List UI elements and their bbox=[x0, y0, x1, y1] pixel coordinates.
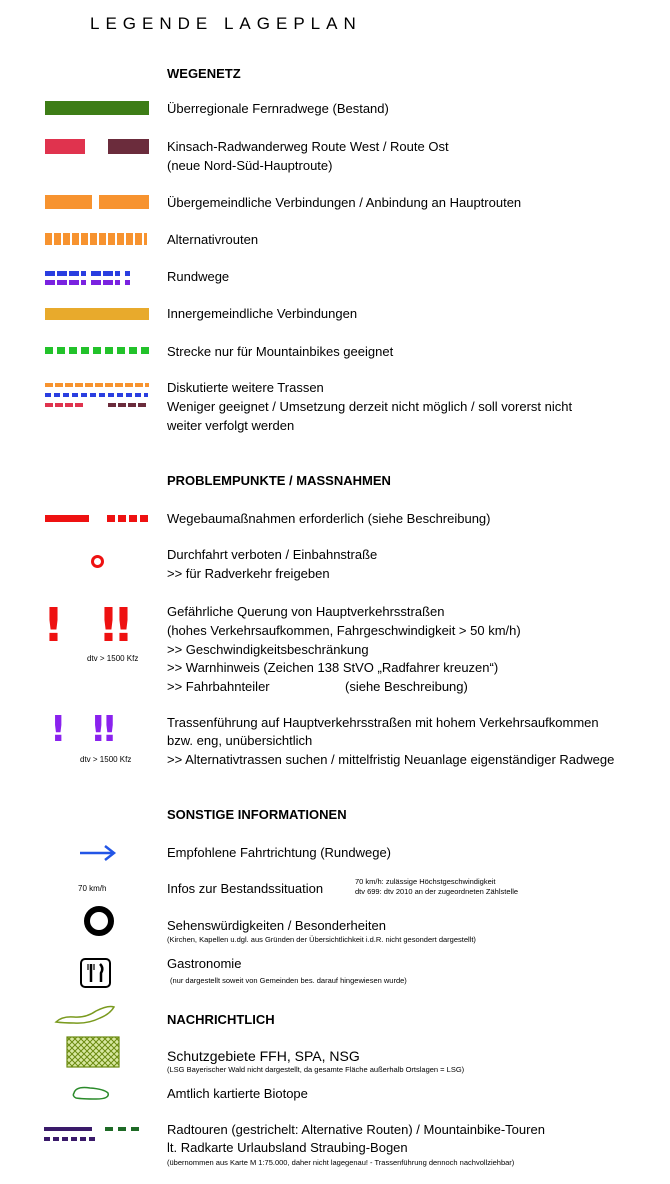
label-trasse-line1: Trassenführung auf Hauptverkehrsstraßen mit hohem Verkehrsaufkommen bbox=[167, 715, 599, 730]
label-trasse-line2: bzw. eng, unübersichtlich bbox=[167, 733, 313, 748]
label-alternativrouten: Alternativrouten bbox=[167, 232, 259, 247]
schutz-note: (LSG Bayerischer Wald nicht dargestellt, da gesamte Fläche außerhalb Ortslagen = LSG) bbox=[167, 1065, 465, 1074]
symbol-rundwege-row1 bbox=[45, 271, 132, 276]
page-title: LEGENDE LAGEPLAN bbox=[90, 14, 362, 33]
label-trasse-line3: >> Alternativtrassen suchen / mittelfristig Neuanlage eigenständiger Radwege bbox=[167, 752, 615, 767]
warning-exclamation-purple-icon: ! bbox=[50, 709, 67, 750]
symbol-mountainbike bbox=[45, 347, 151, 354]
label-infos: Infos zur Bestandssituation bbox=[167, 881, 324, 896]
label-innergemeindlich: Innergemeindliche Verbindungen bbox=[167, 306, 358, 321]
label-durchfahrt-line2: >> für Radverkehr freigeben bbox=[167, 566, 330, 581]
symbol-diskutiert-blue bbox=[45, 393, 150, 397]
radtouren-note: (übernommen aus Karte M 1:75.000, daher nicht lagegenau! - Trassenführung dennoch nachvollziehbar) bbox=[167, 1158, 515, 1167]
label-radtouren-line2: lt. Radkarte Urlaubsland Straubing-Bogen bbox=[167, 1140, 408, 1155]
label-radtouren-line1: Radtouren (gestrichelt: Alternative Routen) / Mountainbike-Touren bbox=[167, 1122, 545, 1137]
label-sehenswuerdigkeiten: Sehenswürdigkeiten / Besonderheiten bbox=[167, 918, 386, 933]
point-of-interest-icon bbox=[84, 906, 114, 936]
label-diskutiert-line3: weiter verfolgt werden bbox=[167, 418, 295, 433]
label-querung-line5-ref: (siehe Beschreibung) bbox=[345, 679, 468, 694]
symbol-kinsach-west bbox=[45, 139, 85, 154]
sehens-note: (Kirchen, Kapellen u.dgl. aus Gründen der Übersichtlichkeit i.d.R. nicht gesondert dargestellt) bbox=[167, 935, 476, 944]
symbol-wegebau-solid bbox=[45, 515, 89, 522]
protected-area-outline-icon bbox=[52, 1002, 118, 1028]
symbol-uebergemeindlich-b bbox=[99, 195, 149, 209]
label-schutzgebiete: Schutzgebiete FFH, SPA, NSG bbox=[167, 1048, 360, 1064]
label-fahrtrichtung: Empfohlene Fahrtrichtung (Rundwege) bbox=[167, 845, 392, 860]
dtv-label-red: dtv > 1500 Kfz bbox=[87, 654, 139, 663]
section-heading-sonstige: SONSTIGE INFORMATIONEN bbox=[167, 807, 347, 822]
label-durchfahrt-line1: Durchfahrt verboten / Einbahnstraße bbox=[167, 547, 378, 562]
gastro-note: (nur dargestellt soweit von Gemeinden bes. darauf hingewiesen wurde) bbox=[170, 976, 407, 985]
symbol-kinsach-ost bbox=[108, 139, 149, 154]
dtv-label-purple: dtv > 1500 Kfz bbox=[80, 755, 132, 764]
label-mountainbike: Strecke nur für Mountainbikes geeignet bbox=[167, 344, 394, 359]
symbol-alternativrouten bbox=[45, 233, 149, 245]
label-kinsach-line2: (neue Nord-Süd-Hauptroute) bbox=[167, 158, 333, 173]
symbol-rundwege-row2 bbox=[45, 280, 132, 285]
label-diskutiert-line2: Weniger geeignet / Umsetzung derzeit nicht möglich / soll vorerst nicht bbox=[167, 399, 573, 414]
section-heading-wegenetz: WEGENETZ bbox=[167, 66, 241, 81]
label-querung-line3: >> Geschwindigkeitsbeschränkung bbox=[167, 642, 369, 657]
speed-label: 70 km/h bbox=[78, 884, 107, 893]
arrow-right-icon bbox=[78, 844, 120, 862]
warning-double-exclamation-purple-icon: !! bbox=[90, 709, 113, 750]
symbol-uebergemeindlich-a bbox=[45, 195, 92, 209]
infos-note-line2: dtv 699: dtv 2010 an der zugeordneten Zählstelle bbox=[355, 887, 519, 896]
symbol-diskutiert-orange bbox=[45, 383, 151, 387]
label-biotope: Amtlich kartierte Biotope bbox=[167, 1086, 308, 1101]
label-kinsach-line1: Kinsach-Radwanderweg Route West / Route Ost bbox=[167, 139, 449, 154]
warning-double-exclamation-icon: !! bbox=[98, 598, 128, 652]
hatched-area-icon bbox=[66, 1036, 120, 1068]
label-fernradweg: Überregionale Fernradwege (Bestand) bbox=[167, 101, 389, 116]
symbol-wegebau-dashed bbox=[107, 515, 150, 522]
label-wegebau: Wegebaumaßnahmen erforderlich (siehe Beschreibung) bbox=[167, 511, 491, 526]
restaurant-icon bbox=[79, 957, 113, 989]
section-heading-problempunkte: PROBLEMPUNKTE / MASSNAHMEN bbox=[167, 473, 391, 488]
label-querung-line4: >> Warnhinweis (Zeichen 138 StVO „Radfahrer kreuzen“) bbox=[167, 660, 499, 675]
label-gastronomie: Gastronomie bbox=[167, 956, 242, 971]
symbol-diskutiert-west bbox=[45, 403, 85, 407]
symbol-innergemeindlich bbox=[45, 308, 149, 320]
label-diskutiert-line1: Diskutierte weitere Trassen bbox=[167, 380, 324, 395]
section-heading-nachrichtlich: NACHRICHTLICH bbox=[167, 1012, 275, 1027]
no-entry-icon bbox=[91, 555, 104, 568]
symbol-mtb-touren-dashed bbox=[105, 1127, 141, 1131]
label-uebergemeindlich: Übergemeindliche Verbindungen / Anbindung an Hauptrouten bbox=[167, 195, 522, 210]
symbol-diskutiert-ost bbox=[108, 403, 148, 407]
infos-note-line1: 70 km/h: zulässige Höchstgeschwindigkeit bbox=[355, 877, 496, 886]
label-querung-line5: >> Fahrbahnteiler bbox=[167, 679, 270, 694]
symbol-radtouren-dashed bbox=[44, 1137, 97, 1141]
biotope-outline-icon bbox=[70, 1083, 114, 1103]
label-querung-line2: (hohes Verkehrsaufkommen, Fahrgeschwindigkeit > 50 km/h) bbox=[167, 623, 521, 638]
symbol-radtouren-solid bbox=[44, 1127, 92, 1131]
label-rundwege: Rundwege bbox=[167, 269, 230, 284]
symbol-fernradweg bbox=[45, 101, 149, 115]
label-querung-line1: Gefährliche Querung von Hauptverkehrsstraßen bbox=[167, 604, 445, 619]
warning-exclamation-icon: ! bbox=[43, 598, 64, 652]
